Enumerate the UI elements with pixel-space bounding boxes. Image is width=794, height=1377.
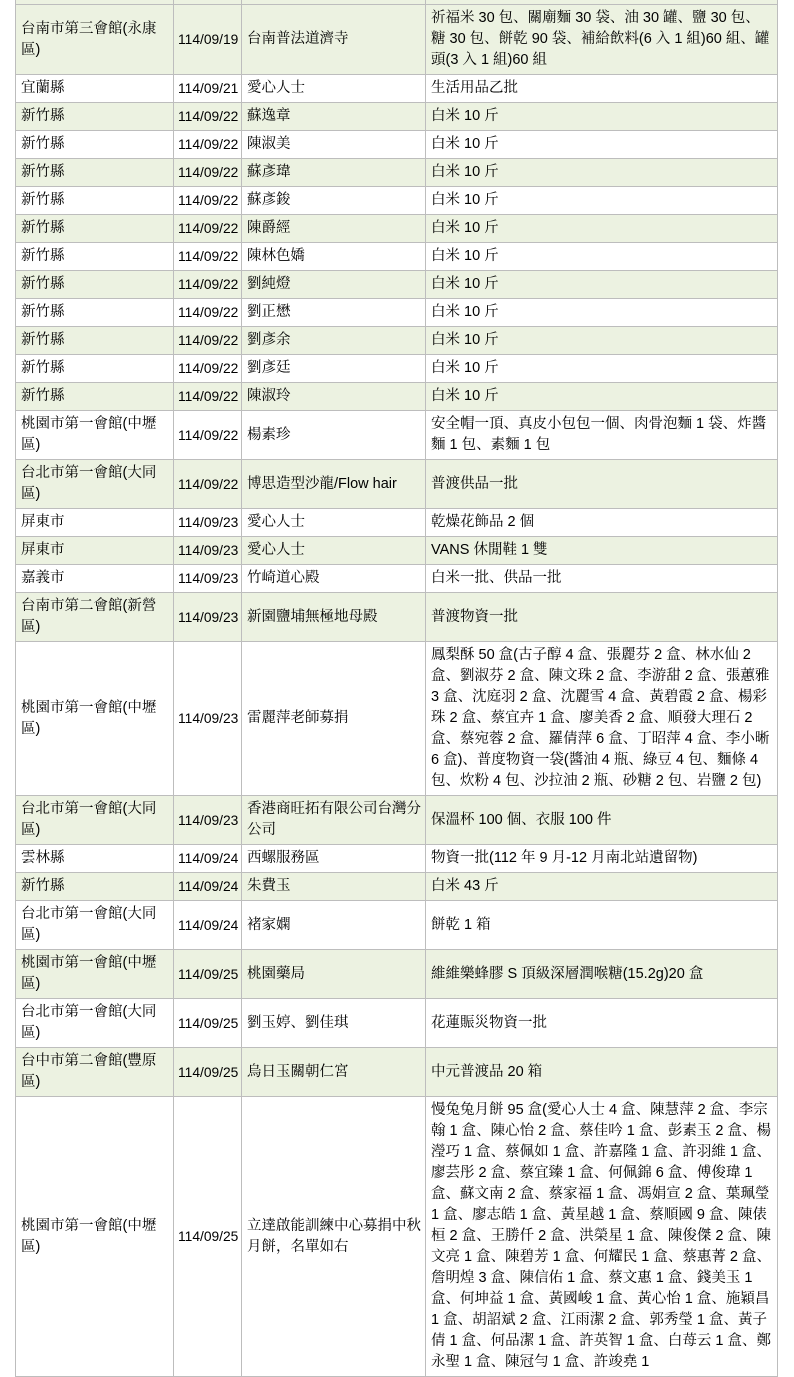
items-cell: 祈福米 30 包、關廟麵 30 袋、油 30 罐、鹽 30 包、糖 30 包、餅乾 90 袋、補給飲料(6 入 1 組)60 組、罐頭(3 入 1 組)60 組 bbox=[426, 5, 778, 75]
items-cell: 白米 10 斤 bbox=[426, 327, 778, 355]
date-cell: 114/09/24 bbox=[174, 873, 242, 901]
location-cell: 屏東市 bbox=[16, 537, 174, 565]
location-cell: 台北市第一會館(大同區) bbox=[16, 999, 174, 1048]
items-cell: 白米 10 斤 bbox=[426, 355, 778, 383]
items-cell: 白米 10 斤 bbox=[426, 215, 778, 243]
table-row bbox=[16, 537, 778, 565]
table-row bbox=[16, 1048, 778, 1097]
date-cell: 114/09/22 bbox=[174, 187, 242, 215]
donor-cell: 劉彥廷 bbox=[242, 355, 426, 383]
location-cell: 台南市第二會館(新營區) bbox=[16, 593, 174, 642]
location-cell: 桃園市第一會館(中壢區) bbox=[16, 642, 174, 796]
donor-cell: 西螺服務區 bbox=[242, 845, 426, 873]
table-row bbox=[16, 565, 778, 593]
table-row bbox=[16, 355, 778, 383]
date-cell: 114/09/23 bbox=[174, 796, 242, 845]
table-body bbox=[16, 0, 778, 1377]
table-row bbox=[16, 271, 778, 299]
location-cell: 屏東市 bbox=[16, 509, 174, 537]
table-row bbox=[16, 299, 778, 327]
table-row bbox=[16, 509, 778, 537]
donor-cell: 烏日玉關朝仁宮 bbox=[242, 1048, 426, 1097]
items-cell: 中元普渡品 20 箱 bbox=[426, 1048, 778, 1097]
date-cell: 114/09/22 bbox=[174, 327, 242, 355]
table-row bbox=[16, 873, 778, 901]
date-cell: 114/09/24 bbox=[174, 845, 242, 873]
location-cell: 新竹縣 bbox=[16, 103, 174, 131]
items-cell: 白米 10 斤 bbox=[426, 271, 778, 299]
table-row bbox=[16, 103, 778, 131]
items-cell: 白米 10 斤 bbox=[426, 383, 778, 411]
date-cell: 114/09/22 bbox=[174, 243, 242, 271]
date-cell: 114/09/22 bbox=[174, 460, 242, 509]
donor-cell: 新園鹽埔無極地母殿 bbox=[242, 593, 426, 642]
table-row bbox=[16, 159, 778, 187]
date-cell: 114/09/23 bbox=[174, 565, 242, 593]
table-row bbox=[16, 999, 778, 1048]
table-row bbox=[16, 75, 778, 103]
table-row bbox=[16, 796, 778, 845]
location-cell: 新竹縣 bbox=[16, 327, 174, 355]
location-cell: 新竹縣 bbox=[16, 131, 174, 159]
location-cell: 台北市第一會館(大同區) bbox=[16, 901, 174, 950]
donor-cell: 蘇彥瑋 bbox=[242, 159, 426, 187]
donor-cell: 陳爵經 bbox=[242, 215, 426, 243]
location-cell: 新竹縣 bbox=[16, 187, 174, 215]
table-row bbox=[16, 187, 778, 215]
donor-cell: 蘇彥鋑 bbox=[242, 187, 426, 215]
items-cell: 白米 10 斤 bbox=[426, 243, 778, 271]
items-cell: 白米 10 斤 bbox=[426, 103, 778, 131]
table-row bbox=[16, 950, 778, 999]
items-cell: 普渡供品一批 bbox=[426, 460, 778, 509]
date-cell: 114/09/25 bbox=[174, 999, 242, 1048]
date-cell: 114/09/23 bbox=[174, 509, 242, 537]
donor-cell: 劉玉婷、劉佳琪 bbox=[242, 999, 426, 1048]
donor-cell: 朱費玉 bbox=[242, 873, 426, 901]
date-cell: 114/09/22 bbox=[174, 103, 242, 131]
date-cell: 114/09/25 bbox=[174, 1097, 242, 1377]
date-cell: 114/09/24 bbox=[174, 901, 242, 950]
donor-cell: 雷麗萍老師募捐 bbox=[242, 642, 426, 796]
items-cell: 白米一批、供品一批 bbox=[426, 565, 778, 593]
donor-cell: 台南普法道濟寺 bbox=[242, 5, 426, 75]
items-cell: 餅乾 1 箱 bbox=[426, 901, 778, 950]
date-cell: 114/09/23 bbox=[174, 642, 242, 796]
donor-cell: 陳淑美 bbox=[242, 131, 426, 159]
location-cell: 桃園市第一會館(中壢區) bbox=[16, 411, 174, 460]
donor-cell: 博思造型沙龍/Flow hair bbox=[242, 460, 426, 509]
location-cell: 新竹縣 bbox=[16, 355, 174, 383]
date-cell: 114/09/22 bbox=[174, 271, 242, 299]
location-cell: 桃園市第一會館(中壢區) bbox=[16, 950, 174, 999]
items-cell: 白米 10 斤 bbox=[426, 299, 778, 327]
location-cell: 宜蘭縣 bbox=[16, 75, 174, 103]
table-row bbox=[16, 5, 778, 75]
table-row bbox=[16, 243, 778, 271]
table-row bbox=[16, 215, 778, 243]
items-cell: 慢兔兔月餅 95 盒(愛心人士 4 盒、陳慧萍 2 盒、李宗翰 1 盒、陳心怡 2 盒、蔡佳吟 1 盒、彭素玉 2 盒、楊瀅巧 1 盒、蔡佩如 1 盒、許嘉隆 1 盒、許羽維 1 盒、廖芸彤 2 盒、蔡宜臻 1 盒、何佩錦 6 盒、傅俊瑋 1 盒、蘇文南 2 盒、蔡家福 1 盒、馮娟宣 2 盒、葉珮瑩 1 盒、廖志皓 1 盒、黃星越 1 盒、蔡順國 9 盒、陳俵桓 2 盒、王勝仟 2 盒、洪榮星 1 盒、陳俊傑 2 盒、陳文亮 1 盒、陳碧芳 1 盒、何耀民 1 盒、蔡惠菁 2 盒、詹明煌 3 盒、陳信佑 1 盒、蔡文惠 1 盒、錢美玉 1 盒、何坤益 1 盒、黃國峻 1 盒、黃心怡 1 盒、施穎昌 1 盒、胡詔斌 2 盒、江雨潔 2 盒、郭秀瑩 1 盒、黃子倩 1 盒、何品潔 1 盒、許英智 1 盒、白苺云 1 盒、鄭永聖 1 盒、陳冠勻 1 盒、許竣堯 1 bbox=[426, 1097, 778, 1377]
location-cell: 新竹縣 bbox=[16, 215, 174, 243]
location-cell: 台南市第三會館(永康區) bbox=[16, 5, 174, 75]
location-cell: 嘉義市 bbox=[16, 565, 174, 593]
date-cell: 114/09/22 bbox=[174, 411, 242, 460]
items-cell: 維維樂蜂膠 S 頂級深層潤喉糖(15.2g)20 盒 bbox=[426, 950, 778, 999]
date-cell: 114/09/22 bbox=[174, 355, 242, 383]
location-cell: 桃園市第一會館(中壢區) bbox=[16, 1097, 174, 1377]
donor-cell: 桃園藥局 bbox=[242, 950, 426, 999]
donor-cell: 陳林色嬌 bbox=[242, 243, 426, 271]
location-cell: 台北市第一會館(大同區) bbox=[16, 796, 174, 845]
items-cell: 乾燥花飾品 2 個 bbox=[426, 509, 778, 537]
date-cell: 114/09/22 bbox=[174, 215, 242, 243]
table-row bbox=[16, 845, 778, 873]
items-cell: 白米 10 斤 bbox=[426, 159, 778, 187]
donor-cell: 竹崎道心殿 bbox=[242, 565, 426, 593]
donation-table bbox=[15, 0, 778, 1377]
items-cell: 安全帽一頂、真皮小包包一個、肉骨泡麵 1 袋、炸醬麵 1 包、素麵 1 包 bbox=[426, 411, 778, 460]
donor-cell: 劉彥余 bbox=[242, 327, 426, 355]
table-row bbox=[16, 383, 778, 411]
location-cell: 雲林縣 bbox=[16, 845, 174, 873]
table-row bbox=[16, 1097, 778, 1377]
donor-cell: 楊素珍 bbox=[242, 411, 426, 460]
location-cell: 台中市第二會館(豐原區) bbox=[16, 1048, 174, 1097]
date-cell: 114/09/21 bbox=[174, 75, 242, 103]
items-cell: 白米 10 斤 bbox=[426, 187, 778, 215]
date-cell: 114/09/25 bbox=[174, 1048, 242, 1097]
items-cell: VANS 休閒鞋 1 雙 bbox=[426, 537, 778, 565]
location-cell: 台北市第一會館(大同區) bbox=[16, 460, 174, 509]
date-cell: 114/09/22 bbox=[174, 383, 242, 411]
items-cell: 普渡物資一批 bbox=[426, 593, 778, 642]
location-cell: 新竹縣 bbox=[16, 243, 174, 271]
table-row bbox=[16, 411, 778, 460]
date-cell: 114/09/25 bbox=[174, 950, 242, 999]
date-cell: 114/09/19 bbox=[174, 5, 242, 75]
donor-cell: 劉純燈 bbox=[242, 271, 426, 299]
location-cell: 新竹縣 bbox=[16, 299, 174, 327]
items-cell: 白米 43 斤 bbox=[426, 873, 778, 901]
table-row bbox=[16, 460, 778, 509]
table-row bbox=[16, 593, 778, 642]
date-cell: 114/09/22 bbox=[174, 159, 242, 187]
date-cell: 114/09/22 bbox=[174, 299, 242, 327]
items-cell: 花蓮賑災物資一批 bbox=[426, 999, 778, 1048]
donor-cell: 陳淑玲 bbox=[242, 383, 426, 411]
donor-cell: 蘇逸章 bbox=[242, 103, 426, 131]
items-cell: 生活用品乙批 bbox=[426, 75, 778, 103]
donor-cell: 劉正懋 bbox=[242, 299, 426, 327]
table-row bbox=[16, 131, 778, 159]
donor-cell: 褚家嫻 bbox=[242, 901, 426, 950]
table-row bbox=[16, 642, 778, 796]
donor-cell: 香港商旺拓有限公司台灣分公司 bbox=[242, 796, 426, 845]
items-cell: 保溫杯 100 個、衣服 100 件 bbox=[426, 796, 778, 845]
donor-cell: 愛心人士 bbox=[242, 509, 426, 537]
table-row bbox=[16, 901, 778, 950]
date-cell: 114/09/22 bbox=[174, 131, 242, 159]
location-cell: 新竹縣 bbox=[16, 873, 174, 901]
table-row bbox=[16, 327, 778, 355]
donor-cell: 愛心人士 bbox=[242, 75, 426, 103]
location-cell: 新竹縣 bbox=[16, 383, 174, 411]
date-cell: 114/09/23 bbox=[174, 593, 242, 642]
items-cell: 物資一批(112 年 9 月-12 月南北站遺留物) bbox=[426, 845, 778, 873]
location-cell: 新竹縣 bbox=[16, 271, 174, 299]
donor-cell: 愛心人士 bbox=[242, 537, 426, 565]
location-cell: 新竹縣 bbox=[16, 159, 174, 187]
items-cell: 鳳梨酥 50 盒(古子醇 4 盒、張麗芬 2 盒、林水仙 2 盒、劉淑芬 2 盒、陳文珠 2 盒、李游甜 2 盒、張蕙雅 3 盒、沈庭羽 2 盒、沈麗雪 4 盒、黃碧霞 2 盒、楊彩珠 2 盒、蔡宜卉 1 盒、廖美香 2 盒、順發大理石 2 盒、蔡宛蓉 2 盒、羅倩萍 6 盒、丁昭萍 4 盒、李小晰 6 盒)、普度物資一袋(醬油 4 瓶、綠豆 4 包、麵條 4 包、炊粉 4 包、沙拉油 2 瓶、砂糖 2 包、岩鹽 2 包) bbox=[426, 642, 778, 796]
date-cell: 114/09/23 bbox=[174, 537, 242, 565]
donor-cell: 立達啟能訓練中心募捐中秋月餅，名單如右 bbox=[242, 1097, 426, 1377]
items-cell: 白米 10 斤 bbox=[426, 131, 778, 159]
